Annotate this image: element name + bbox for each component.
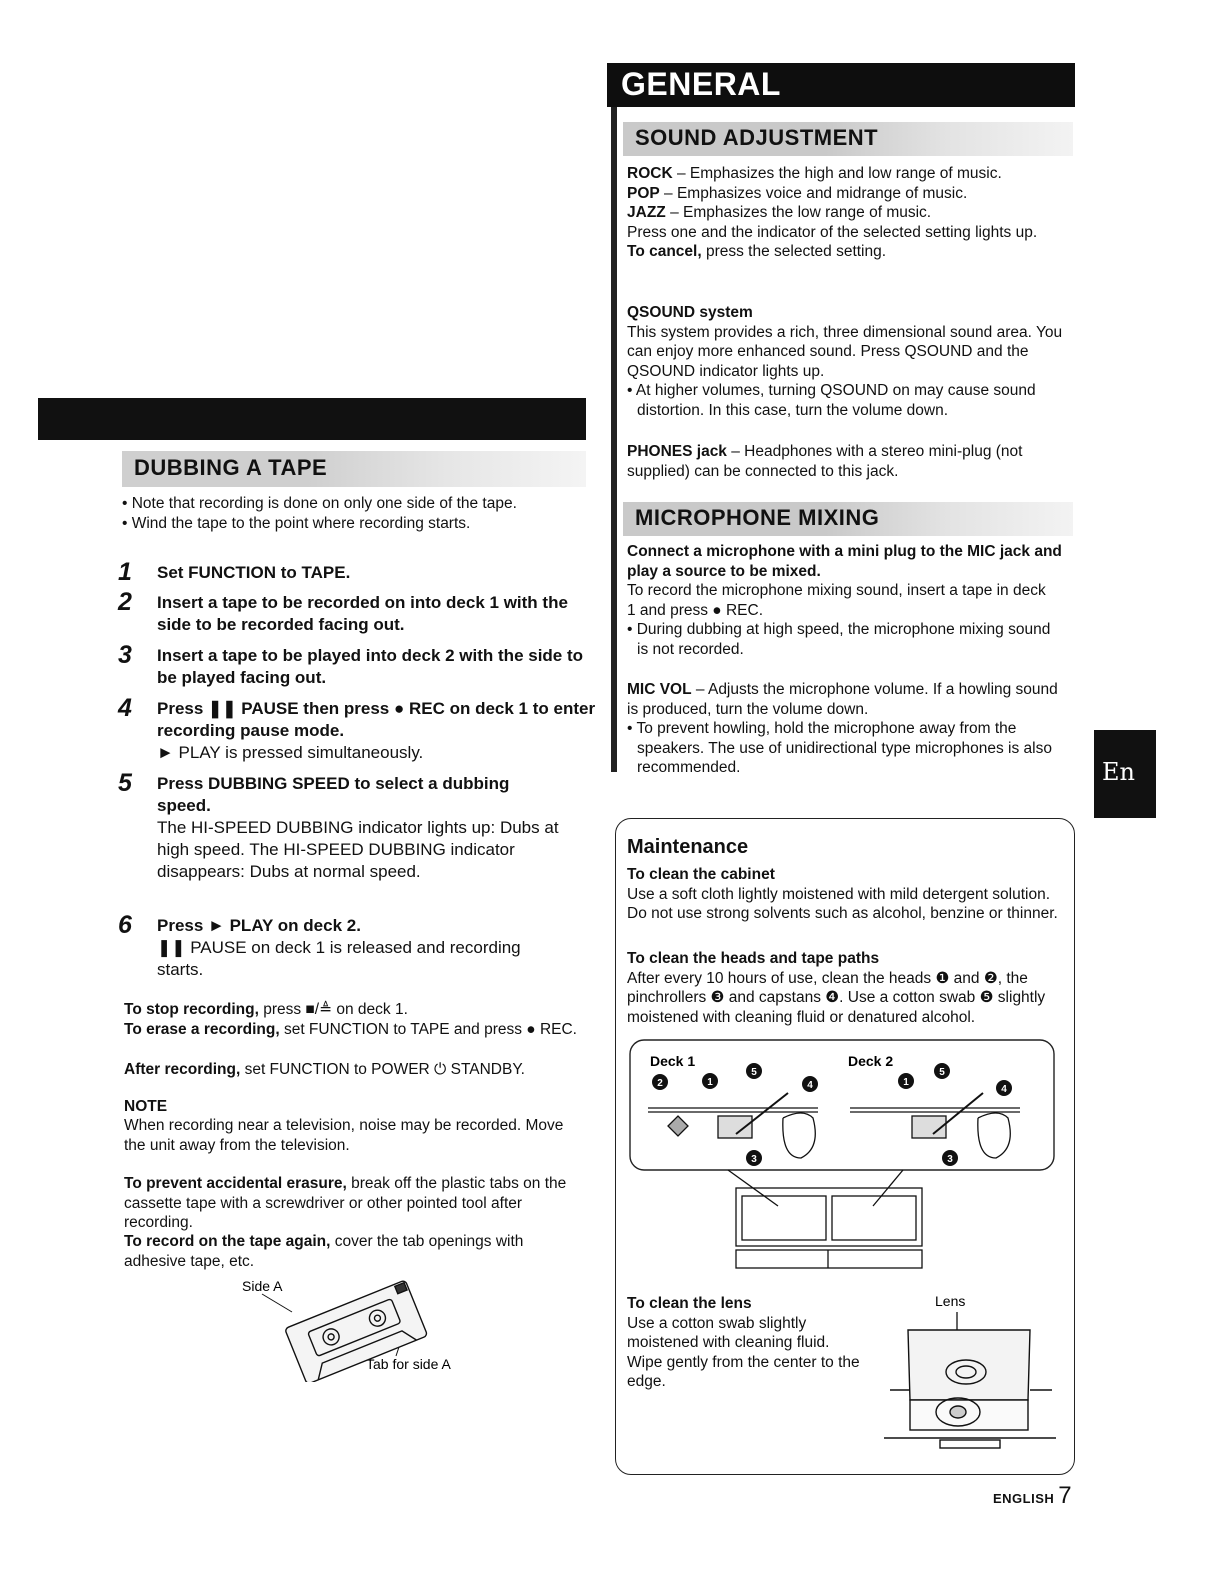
stop-label: To stop recording,	[124, 1001, 259, 1018]
sound-title: SOUND ADJUSTMENT	[635, 125, 879, 150]
lens-diagram	[880, 1290, 1060, 1460]
note-title: NOTE	[124, 1098, 168, 1115]
cassette-illustration	[230, 1272, 490, 1382]
step-text: Insert a tape to be played into deck 2 with the side to be played facing out.	[157, 646, 584, 687]
mic-section	[627, 542, 1072, 659]
erase-recording-text	[124, 1020, 584, 1040]
step-text: Press ❚❚ PAUSE then press ● REC on deck 1 to enter recording pause mode.	[157, 699, 596, 740]
svg-text:2: 2	[657, 1078, 663, 1089]
section-banner-dubbing	[122, 451, 586, 487]
rock-line	[627, 164, 1072, 184]
micvol-line	[627, 680, 1067, 719]
cabinet-section	[627, 865, 1067, 924]
step-number: 2	[118, 588, 132, 616]
svg-text:4: 4	[1001, 1084, 1007, 1095]
step-text: Press ► PLAY on deck 2.	[157, 916, 361, 935]
erase-text: set FUNCTION to TAPE and press ● REC.	[283, 1021, 577, 1038]
qsound-title: QSOUND system	[627, 304, 753, 321]
page-footer	[993, 1482, 1072, 1510]
micvol-bullet: • To prevent howling, hold the microphone away from the speakers. The use of unidirectional type microphones is also recommended.	[627, 720, 1052, 776]
general-title: GENERAL	[621, 66, 781, 102]
stop-recording-text	[124, 1000, 584, 1020]
prevent-erasure-text	[124, 1174, 589, 1233]
mic-record-text: To record the microphone mixing sound, insert a tape in deck 1 and press ● REC.	[627, 582, 1046, 619]
svg-text:3: 3	[751, 1154, 757, 1165]
phones-label: PHONES jack	[627, 443, 727, 460]
page-number: 7	[1058, 1482, 1073, 1509]
svg-text:1: 1	[903, 1077, 909, 1088]
heads-title: To clean the heads and tape paths	[627, 950, 880, 967]
svg-text:5: 5	[939, 1067, 945, 1078]
step-number: 1	[118, 558, 132, 586]
press-one-text: Press one and the indicator of the selected setting lights up.	[627, 223, 1038, 241]
qsound-text: This system provides a rich, three dimensional sound area. You can enjoy more enhanced sound. Press QSOUND and the QSOUND indicator lights up.	[627, 323, 1063, 380]
phones-line	[627, 442, 1067, 481]
cancel-line	[627, 242, 1072, 262]
pop-label: POP	[627, 184, 660, 202]
step-subtext: ► PLAY is pressed simultaneously.	[157, 743, 424, 762]
cassette-side-label: Side A	[242, 1278, 283, 1294]
qsound-section	[627, 303, 1075, 420]
phones-text: – Headphones with a stereo mini-plug (not supplied) can be connected to this jack.	[627, 443, 1023, 480]
jazz-text: – Emphasizes the low range of music.	[670, 204, 932, 221]
micvol-text: – Adjusts the microphone volume. If a howling sound is produced, turn the volume down.	[627, 681, 1058, 718]
prevent-text: break off the plastic tabs on the cassette tape with a screwdriver or other pointed tool after recording.	[124, 1175, 567, 1231]
jazz-label: JAZZ	[627, 204, 666, 221]
cancel-label: To cancel,	[627, 243, 702, 260]
svg-text:5: 5	[751, 1067, 757, 1078]
step-number: 6	[118, 911, 132, 939]
section-title: DUBBING A TAPE	[134, 455, 328, 480]
cassette-tab-label: Tab for side A	[366, 1356, 451, 1372]
after-text: set FUNCTION to POWER ⏻ STANDBY.	[244, 1061, 525, 1078]
svg-text:1: 1	[707, 1077, 713, 1088]
maintenance-title: Maintenance	[627, 836, 749, 858]
jazz-line	[627, 203, 1072, 223]
note-text: When recording near a television, noise may be recorded. Move the unit away from the television.	[124, 1117, 564, 1154]
sound-section	[627, 164, 1072, 262]
mic-title: MICROPHONE MIXING	[635, 505, 880, 530]
rock-text: – Emphasizes the high and low range of music.	[676, 165, 1002, 182]
heads-text: After every 10 hours of use, clean the heads ❶ and ❷, the pinchrollers ❸ and capstans ❹. Use a cotton swab ❺ slightly moistened with cleaning fluid or denatured alcohol.	[627, 969, 1046, 1026]
step-number: 5	[118, 769, 132, 797]
stop-text: press ■/≜ on deck 1.	[263, 1001, 408, 1018]
step-number: 4	[118, 694, 132, 722]
cabinet-title: To clean the cabinet	[627, 866, 775, 883]
prevent-label: To prevent accidental erasure,	[124, 1175, 347, 1192]
lens-label: Lens	[935, 1293, 966, 1309]
pop-line	[627, 184, 1072, 204]
qsound-bullet: • At higher volumes, turning QSOUND on may cause sound distortion. In this case, turn the volume down.	[627, 382, 1036, 419]
cabinet-text: Use a soft cloth lightly moistened with mild detergent solution. Do not use strong solvents such as alcohol, benzine or thinner.	[627, 885, 1058, 922]
header-bar	[38, 398, 586, 440]
micvol-section	[627, 680, 1067, 778]
language-tab	[1094, 730, 1156, 818]
record-again-label: To record on the tape again,	[124, 1233, 331, 1250]
step-text: Insert a tape to be recorded on into deck 1 with the side to be recorded facing out.	[157, 593, 568, 634]
general-header	[607, 63, 1075, 107]
micvol-label: MIC VOL	[627, 681, 692, 698]
section-banner-sound	[623, 122, 1073, 156]
column-rule	[611, 107, 617, 772]
lens-section	[627, 1294, 867, 1392]
after-recording-text	[124, 1060, 584, 1080]
record-again-text-body: cover the tab openings with adhesive tape, etc.	[124, 1233, 524, 1270]
after-label: After recording,	[124, 1061, 241, 1078]
language-tab-label: En	[1102, 758, 1135, 786]
step-text: Press DUBBING SPEED to select a dubbing speed.	[157, 774, 510, 815]
lens-text: Use a cotton swab slightly moistened with cleaning fluid. Wipe gently from the center to the edge.	[627, 1314, 860, 1390]
step-subtext: ❚❚ PAUSE on deck 1 is released and recording starts.	[157, 938, 521, 979]
step-text: Set FUNCTION to TAPE.	[157, 563, 351, 582]
mic-connect-text: Connect a microphone with a mini plug to the MIC jack and play a source to be mixed.	[627, 543, 1062, 580]
note-line: • Wind the tape to the point where recording starts.	[122, 515, 471, 532]
lens-title: To clean the lens	[627, 1295, 752, 1312]
step-number: 3	[118, 641, 132, 669]
section-banner-mic	[623, 502, 1073, 536]
deck1-label: Deck 1	[650, 1053, 696, 1069]
record-again-text	[124, 1232, 584, 1271]
pop-text: – Emphasizes voice and midrange of music.	[664, 184, 968, 202]
cancel-text: press the selected setting.	[705, 243, 887, 260]
erase-label: To erase a recording,	[124, 1021, 280, 1038]
deck2-label: Deck 2	[848, 1053, 894, 1069]
deck-cleaning-diagram	[628, 1038, 1058, 1276]
footer-language: ENGLISH	[993, 1491, 1055, 1506]
rock-label: ROCK	[627, 165, 673, 182]
mic-bullet: • During dubbing at high speed, the microphone mixing sound is not recorded.	[627, 621, 1051, 658]
svg-text:4: 4	[807, 1080, 813, 1091]
svg-text:3: 3	[947, 1154, 953, 1165]
step-subtext: The HI-SPEED DUBBING indicator lights up: Dubs at high speed. The HI-SPEED DUBBING indicator disappears: Dubs at normal speed.	[157, 818, 559, 881]
note-line: • Note that recording is done on only one side of the tape.	[122, 495, 517, 512]
heads-section	[627, 949, 1069, 1027]
